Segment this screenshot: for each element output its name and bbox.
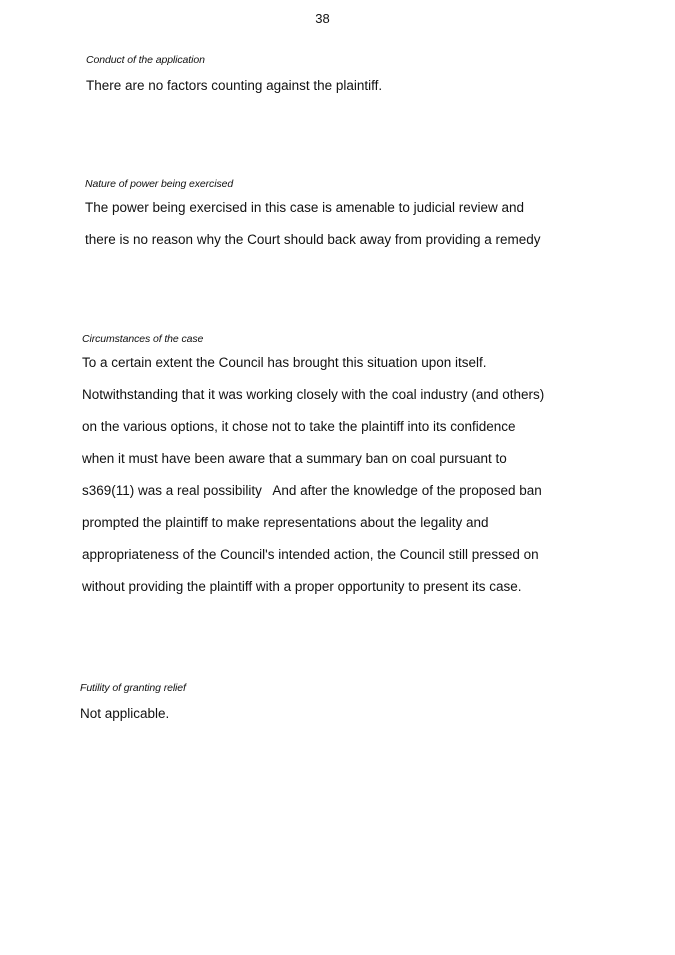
section-heading: Nature of power being exercised — [85, 178, 234, 190]
section-conduct-of-application — [86, 54, 566, 93]
section-paragraph — [82, 347, 572, 603]
paragraph-line: Notwithstanding that it was working closely with the coal industry (and others) — [82, 387, 545, 402]
paragraph-line: To a certain extent the Council has brought this situation upon itself. — [82, 355, 487, 370]
paragraph-line: s369(11) was a real possibility And after the knowledge of the proposed ban — [82, 483, 542, 498]
paragraph-line: prompted the plaintiff to make representations about the legality and — [82, 515, 489, 530]
section-heading: Circumstances of the case — [82, 333, 204, 345]
paragraph-line: when it must have been aware that a summary ban on coal pursuant to — [82, 451, 507, 466]
paragraph-line: without providing the plaintiff with a proper opportunity to present its case. — [82, 579, 522, 594]
section-text: Not applicable. — [80, 706, 170, 721]
section-futility-of-relief — [80, 682, 560, 721]
section-paragraph — [85, 192, 565, 256]
section-heading: Conduct of the application — [86, 54, 205, 66]
section-text: There are no factors counting against the plaintiff. — [86, 78, 383, 93]
paragraph-line: appropriateness of the Council's intended action, the Council still pressed on — [82, 547, 539, 562]
section-circumstances-of-case — [82, 333, 572, 603]
section-heading: Futility of granting relief — [80, 682, 186, 694]
paragraph-line: The power being exercised in this case is amenable to judicial review and — [85, 200, 524, 215]
paragraph-line: on the various options, it chose not to take the plaintiff into its confidence — [82, 419, 516, 434]
page-number: 38 — [315, 11, 330, 26]
paragraph-line: there is no reason why the Court should back away from providing a remedy — [85, 232, 541, 247]
section-nature-of-power — [85, 178, 565, 256]
